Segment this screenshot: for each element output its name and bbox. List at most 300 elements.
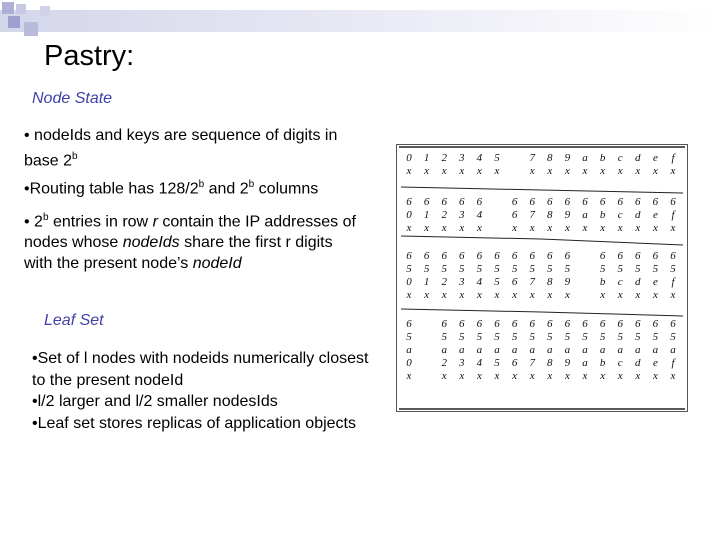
row-entries-italic: nodeId [192,255,242,273]
decor-square-4 [24,22,38,36]
routing-digit: 7 [529,152,535,164]
routing-entry [617,250,624,301]
routing-entry [546,318,553,382]
routing-digit: a [547,344,553,356]
routing-digit: x [582,222,588,234]
routing-entry [529,196,536,234]
routing-digit: 6 [564,250,571,262]
routing-digit: 5 [582,331,588,343]
routing-entry [476,196,483,234]
routing-digit: 4 [476,152,483,164]
routing-digit: a [652,344,659,356]
routing-entry [494,250,501,301]
routing-entry [441,152,448,177]
routing-digit: 6 [547,196,553,208]
routing-digit: 5 [511,263,518,275]
routing-entry [458,196,465,234]
routing-digit: 6 [670,196,676,208]
routing-digit: 6 [476,318,483,330]
routing-digit: 8 [547,276,553,288]
routing-digit: 7 [529,209,535,221]
routing-digit: c [617,357,623,369]
routing-entry [476,152,483,177]
routing-digit: x [617,165,623,177]
routing-digit: a [459,344,465,356]
routing-digit: 6 [441,318,447,330]
routing-digit: e [652,209,658,221]
routing-entry [617,152,623,177]
routing-digit: a [494,344,500,356]
row-entries-text: contain the IP addresses of nodes whose [24,213,356,252]
routing-digit: 6 [670,318,676,330]
routing-digit: x [494,370,500,382]
routing-digit: 4 [476,209,483,221]
routing-digit: a [582,152,588,164]
row-entries-text: r [285,234,291,252]
routing-digit: 5 [599,263,606,275]
routing-digit: x [441,289,447,301]
decor-square-3 [8,16,20,28]
routing-digit: 6 [670,250,676,262]
decor-square-1 [2,2,14,14]
bullet-nodeids [24,125,364,171]
sup-b: b [198,179,205,190]
leaf-set-heading: Leaf Set [44,312,104,329]
routing-digit: 6 [652,250,659,262]
routing-digit: 6 [511,250,518,262]
routing-digit: a [582,344,588,356]
routing-digit: x [529,222,535,234]
bullet-row-entries [24,207,364,274]
routing-entry [634,318,641,382]
routing-digit: x [476,222,482,234]
routing-entry [406,318,413,382]
routing-digit: 6 [459,196,465,208]
routing-digit: 6 [599,196,606,208]
routing-digit: 5 [617,331,623,343]
routing-digit: 5 [476,263,483,275]
routing-digit: 6 [511,276,518,288]
routing-digit: x [512,222,518,234]
routing-digit: x [652,370,658,382]
routing-digit: x [635,370,641,382]
sup-b: b [248,179,255,190]
routing-entry [546,250,553,301]
routing-digit: 3 [459,276,465,288]
routing-digit: 7 [529,357,535,369]
routing-digit: 6 [617,318,623,330]
row-entries-text: entries in row [48,213,153,231]
decor-square-5 [40,6,50,16]
routing-digit: x [529,289,535,301]
routing-digit: 6 [511,209,518,221]
routing-digit: a [564,344,571,356]
row-separator [541,239,683,245]
leaf-bullet: •l/2 larger and l/2 smaller nodesIds [32,393,278,410]
routing-digit: x [582,370,588,382]
routing-digit: a [582,209,588,221]
routing-digit: 6 [441,196,447,208]
routing-digit: 9 [564,209,571,221]
routing-digit: a [617,344,623,356]
routing-entry [652,196,659,234]
leaf-set-bullets [32,348,372,434]
routing-digit: b [599,152,606,164]
routing-digit: 5 [423,263,430,275]
routing-digit: 2 [441,357,447,369]
bullet-routing-text-2: and 2 [204,180,249,198]
routing-digit: 5 [670,331,676,343]
routing-digit: 3 [459,152,465,164]
routing-digit: 9 [564,152,571,164]
routing-digit: 6 [564,318,571,330]
routing-digit: x [617,222,623,234]
routing-digit: 6 [635,250,641,262]
routing-digit: 6 [635,318,641,330]
routing-digit: 5 [494,331,500,343]
routing-digit: x [635,289,641,301]
routing-entry [634,152,641,177]
routing-entry [634,250,641,301]
routing-table-svg [397,145,687,411]
routing-digit: x [476,165,482,177]
routing-entry [670,152,677,177]
routing-entry [511,318,518,382]
bullet-routing-text-3: columns [254,180,319,198]
routing-entry [599,196,606,234]
routing-entry [652,318,659,382]
routing-digit: x [670,222,676,234]
routing-digit: x [635,165,641,177]
routing-digit: 0 [406,276,412,288]
routing-entry [511,196,518,234]
routing-digit: 6 [476,196,483,208]
routing-entry [617,318,624,382]
routing-entry [599,318,606,382]
routing-entry [511,250,518,301]
routing-digit: x [406,289,412,301]
routing-entry [652,250,659,301]
routing-digit: 5 [564,331,571,343]
routing-digit: x [617,370,623,382]
routing-digit: a [599,344,606,356]
routing-digit: 5 [529,263,535,275]
routing-entry [529,152,536,177]
routing-entry [634,196,641,234]
routing-digit: x [441,165,447,177]
routing-digit: x [406,222,412,234]
routing-digit: 6 [582,196,588,208]
bullet-routing-text-1: •Routing table has 128/2 [24,180,199,198]
routing-digit: 6 [582,318,588,330]
routing-digit: 6 [494,250,500,262]
routing-digit: 5 [476,331,483,343]
routing-digit: x [547,222,553,234]
routing-digit: x [564,165,570,177]
routing-digit: 6 [599,318,606,330]
routing-digit: b [599,357,606,369]
routing-digit: d [635,152,641,164]
routing-digit: 6 [529,196,535,208]
routing-digit: d [635,276,641,288]
routing-digit: 5 [406,263,412,275]
routing-digit: a [511,344,518,356]
routing-entry [546,152,553,177]
routing-digit: 5 [652,331,659,343]
routing-digit: 5 [511,331,518,343]
routing-digit: 1 [423,152,430,164]
sup-b: b [72,151,78,162]
row-entries-text: digits with the present node’s [24,234,333,273]
routing-digit: 5 [441,263,447,275]
decor-square-2 [16,4,26,14]
routing-digit: 5 [529,331,535,343]
routing-entry [406,196,413,234]
routing-digit: x [600,289,606,301]
routing-digit: x [476,289,482,301]
routing-digit: a [406,344,412,356]
routing-digit: x [652,165,658,177]
routing-digit: x [424,165,430,177]
routing-digit: x [476,370,482,382]
routing-digit: x [441,222,447,234]
routing-digit: x [459,289,465,301]
routing-digit: 5 [599,331,606,343]
routing-digit: 5 [494,357,500,369]
row-separator [401,309,541,312]
routing-digit: x [547,165,553,177]
routing-digit: 6 [635,196,641,208]
routing-digit: 5 [564,263,571,275]
routing-digit: 5 [547,331,553,343]
routing-entry [582,196,589,234]
routing-digit: 5 [652,263,659,275]
routing-digit: a [582,357,588,369]
routing-entry [441,196,448,234]
routing-digit: 8 [547,152,553,164]
routing-digit: 6 [547,318,553,330]
routing-digit: 3 [459,209,465,221]
routing-digit: 1 [423,276,430,288]
routing-digit: 6 [511,357,518,369]
routing-digit: x [494,165,500,177]
routing-digit: x [670,165,676,177]
routing-digit: x [529,370,535,382]
routing-digit: 6 [617,250,623,262]
routing-digit: 2 [441,276,447,288]
routing-digit: b [599,209,606,221]
page-title: Pastry: [44,40,135,72]
routing-digit: 5 [635,263,641,275]
routing-digit: 5 [617,263,623,275]
routing-digit: 6 [652,196,659,208]
routing-digit: x [600,370,606,382]
routing-digit: x [494,289,500,301]
routing-entry [476,250,483,301]
routing-entry [546,196,553,234]
routing-digit: x [582,165,588,177]
routing-digit: 6 [423,250,430,262]
routing-digit: c [617,276,623,288]
routing-digit: x [564,370,570,382]
routing-digit: x [459,165,465,177]
routing-digit: a [441,344,447,356]
routing-digit: 6 [441,250,447,262]
row-separator [541,312,683,316]
routing-digit: x [424,289,430,301]
routing-entry [617,196,624,234]
routing-entry [670,196,677,234]
routing-digit: 5 [494,152,500,164]
row-entries-text: • 2 [24,213,43,231]
routing-digit: 8 [547,357,553,369]
routing-digit: 6 [494,318,500,330]
routing-digit: e [652,276,658,288]
routing-entry [406,250,413,301]
routing-digit: x [670,370,676,382]
routing-digit: a [635,344,641,356]
routing-digit: x [512,370,518,382]
routing-digit: f [671,152,675,164]
header-gradient-bar [0,10,720,32]
routing-entry [529,318,536,382]
routing-digit: x [441,370,447,382]
routing-digit: 0 [406,152,412,164]
routing-digit: c [617,209,623,221]
routing-digit: x [652,222,658,234]
routing-digit: 6 [459,318,465,330]
routing-digit: 6 [529,318,535,330]
sup-b: b [42,212,49,223]
routing-digit: x [617,289,623,301]
routing-digit: 6 [423,196,430,208]
row-separator [401,236,541,239]
routing-digit: 6 [529,250,535,262]
routing-entry [458,250,465,301]
routing-digit: x [459,370,465,382]
node-state-heading: Node State [32,90,113,107]
routing-digit: 5 [635,331,641,343]
routing-digit: 4 [476,276,483,288]
routing-digit: x [670,289,676,301]
bullet-routing-table [24,174,364,199]
routing-digit: c [617,152,623,164]
routing-entry [582,318,589,382]
routing-digit: 5 [494,263,500,275]
routing-digit: f [671,276,675,288]
routing-digit: 5 [459,263,465,275]
routing-digit: x [564,289,570,301]
routing-entry [441,250,448,301]
routing-digit: d [635,357,641,369]
routing-entry [423,250,430,301]
routing-digit: 6 [617,196,623,208]
routing-digit: 6 [652,318,659,330]
routing-digit: x [529,165,535,177]
row-entries-italic: r [152,213,158,231]
routing-entry [494,152,501,177]
routing-digit: a [476,344,483,356]
row-separator [401,187,541,190]
routing-digit: 6 [511,318,518,330]
routing-digit: 4 [476,357,483,369]
routing-digit: x [600,165,606,177]
routing-entry [564,196,571,234]
routing-digit: x [635,222,641,234]
routing-digit: 0 [406,209,412,221]
routing-digit: x [406,165,412,177]
routing-digit: 6 [564,196,571,208]
row-entries-text: share the first [179,234,286,252]
routing-table-figure [396,144,688,412]
routing-digit: 2 [441,152,447,164]
routing-digit: e [652,152,658,164]
routing-entry [564,152,571,177]
routing-digit: 5 [547,263,553,275]
routing-digit: x [600,222,606,234]
routing-digit: 6 [511,196,518,208]
routing-entry [564,318,571,382]
routing-digit: d [635,209,641,221]
routing-digit: 6 [406,250,412,262]
routing-digit: x [564,222,570,234]
routing-entry [406,152,413,177]
routing-digit: 6 [547,250,553,262]
routing-entry [599,152,606,177]
routing-entry [652,152,658,177]
routing-digit: 7 [529,276,535,288]
routing-digit: x [512,289,518,301]
routing-entry [494,318,501,382]
routing-digit: x [547,289,553,301]
routing-entry [458,152,465,177]
routing-digit: 9 [564,357,571,369]
leaf-bullet: •Set of l nodes with nodeids numerically closest to the present nodeId [32,350,369,389]
routing-entry [599,250,606,301]
bullet-nodeids-text: • nodeIds and keys are sequence of digits in base 2 [24,127,338,170]
routing-digit: 5 [406,331,412,343]
routing-digit: a [529,344,535,356]
routing-digit: 5 [459,331,465,343]
routing-entry [670,250,677,301]
routing-entry [564,250,571,301]
leaf-bullet: •Leaf set stores replicas of application objects [32,414,356,432]
row-separator [541,190,683,193]
routing-entry [423,152,429,177]
routing-digit: 5 [441,331,447,343]
routing-entry [476,318,483,382]
routing-digit: 5 [494,276,500,288]
routing-digit: 2 [441,209,447,221]
routing-digit: x [652,289,658,301]
routing-digit: f [671,209,675,221]
routing-entry [670,318,677,382]
routing-digit: 6 [406,196,412,208]
routing-digit: 1 [423,209,430,221]
routing-digit: e [652,357,658,369]
routing-digit: 8 [547,209,553,221]
routing-digit: 5 [670,263,676,275]
routing-digit: x [547,370,553,382]
routing-digit: 0 [406,357,412,369]
routing-digit: 6 [599,250,606,262]
routing-digit: 6 [406,318,412,330]
routing-entry [458,318,465,382]
routing-digit: 9 [564,276,571,288]
routing-digit: 6 [476,250,483,262]
routing-digit: 3 [459,357,465,369]
routing-digit: 6 [459,250,465,262]
